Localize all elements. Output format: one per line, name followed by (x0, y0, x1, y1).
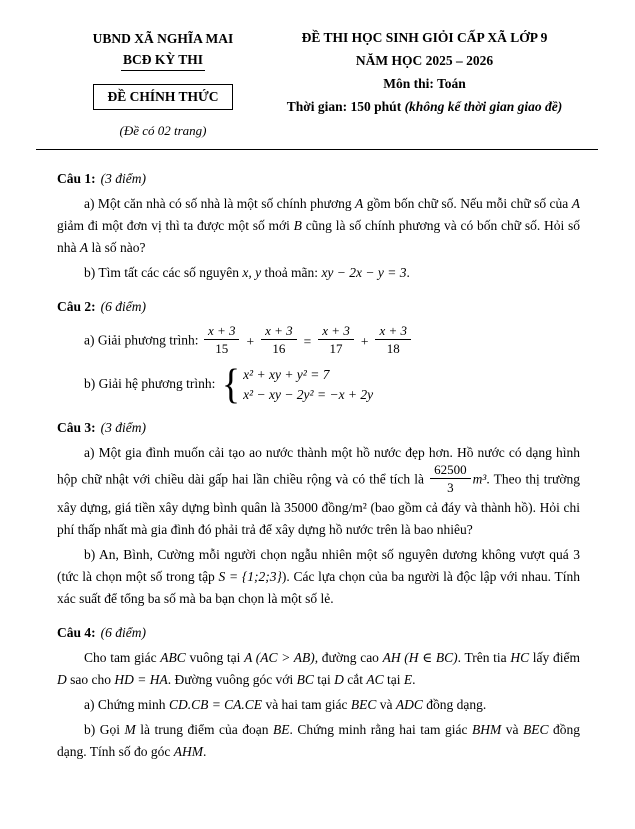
system-equation-1: x² + xy + y² = 7 (243, 367, 330, 382)
question-label: Câu 1: (57, 171, 96, 186)
duration-note: (không kể thời gian giao đề) (404, 99, 563, 114)
text-run: a) Giải phương trình: (84, 332, 202, 348)
fraction (318, 323, 354, 356)
text-run: Cho tam giác (84, 650, 161, 665)
text-run: . Trên tia (457, 650, 511, 665)
math-inline: x, y (242, 265, 262, 280)
header-right-column (269, 26, 580, 118)
question-4-heading (57, 622, 580, 644)
math-inline: B (293, 218, 302, 233)
exam-title: ĐỀ THI HỌC SINH GIỎI CẤP XÃ LỚP 9 (301, 30, 548, 45)
text-run: cắt (343, 672, 367, 687)
text-run: b) An, Bình, Cường mỗi người chọn ngẫu nhiên một số nguyên dương không vượt quá 3 (tức là chọn một số trong tập (57, 547, 580, 584)
equation-system (221, 361, 374, 409)
text-run: là số nào? (88, 240, 146, 255)
math-inline: AC (366, 672, 384, 687)
math-inline: CD.CB = CA.CE (168, 697, 263, 712)
question-points: (6 điểm) (100, 625, 146, 640)
text-run: lấy điểm (529, 650, 580, 665)
text-run: tại (313, 672, 335, 687)
math-inline: HC (510, 650, 530, 665)
fraction-numerator: x + 3 (375, 323, 411, 340)
math-inline: A (355, 196, 364, 211)
equals-operator: = (303, 333, 312, 349)
text-run: a) Một căn nhà có số nhà là một số chính phương (84, 196, 356, 211)
question-points: (3 điểm) (100, 171, 146, 186)
math-inline: A (571, 196, 580, 211)
text-run: cũng là số chính phương và có bốn chữ số. Hỏi số nhà (57, 218, 580, 255)
text-run: vuông tại (185, 650, 245, 665)
question-3-part-b (57, 544, 580, 610)
math-inline: D (334, 672, 344, 687)
question-2-part-b (57, 361, 580, 409)
subject-line: Môn thi: Toán (383, 76, 466, 91)
exam-committee: BCĐ KỲ THI (121, 51, 205, 71)
exam-body (57, 168, 580, 763)
text-run: là trung điểm của đoạn (135, 722, 274, 737)
math-inline: BEC (350, 697, 377, 712)
math-inline: BEC (523, 722, 549, 737)
text-run: a) Một gia đình muốn cải tạo ao nước thành một hồ nước đẹp hơn. Hồ nước có dạng hình hộp chữ nhật với chiều dài gấp hai lần chiều rộng và có thể tích là (57, 445, 580, 487)
math-inline: xy − 2x − y = 3 (321, 265, 407, 280)
text-run: tại (383, 672, 404, 687)
question-2-part-a (57, 325, 580, 358)
fraction-denominator: 18 (386, 341, 400, 356)
math-inline: A (AC > AB) (244, 650, 315, 665)
question-1-heading (57, 168, 580, 190)
math-inline: HD = HA (114, 672, 168, 687)
system-equation-2: x² − xy − 2y² = −x + 2y (243, 387, 374, 402)
system-equations (243, 365, 373, 405)
text-run: thoả mãn: (261, 265, 322, 280)
fraction-numerator: 62500 (430, 462, 471, 479)
question-label: Câu 4: (57, 625, 96, 640)
question-3-heading (57, 417, 580, 439)
fraction-numerator: x + 3 (204, 323, 240, 340)
text-run: sao cho (66, 672, 115, 687)
system-brace: { (221, 361, 241, 409)
plus-operator: + (246, 333, 255, 349)
math-inline: BE (273, 722, 290, 737)
math-inline: BC (296, 672, 314, 687)
text-run: . (406, 265, 410, 280)
text-run: gồm bốn chữ số. Nếu mỗi chữ số của (363, 196, 572, 211)
fraction-numerator: x + 3 (261, 323, 297, 340)
page-count-note: (Đề có 02 trang) (119, 123, 207, 138)
text-run: b) Gọi (84, 722, 125, 737)
text-run: . Chứng minh rằng hai tam giác (289, 722, 472, 737)
fraction (430, 462, 471, 495)
question-1-part-b (57, 262, 580, 284)
math-inline: ADC (395, 697, 423, 712)
volume-unit: m³ (472, 471, 487, 487)
fraction-denominator: 17 (329, 341, 343, 356)
header-left-column (57, 26, 269, 139)
question-4-intro (57, 647, 580, 691)
question-4-part-b (57, 719, 580, 763)
text-run: và (376, 697, 396, 712)
math-inline: A (79, 240, 89, 255)
question-points: (6 điểm) (100, 299, 146, 314)
math-inline: AHM (173, 744, 203, 759)
fraction-denominator: 15 (215, 341, 229, 356)
text-run: . Đường vuông góc với (167, 672, 297, 687)
question-3-part-a (57, 442, 580, 541)
exam-committee-wrap (57, 51, 269, 71)
header-divider (36, 149, 598, 150)
text-run: , đường cao (314, 650, 383, 665)
text-run: ). Các lựa chọn của ba người là độc lập với nhau. Tính xác suất để tổng ba số mà ba bạn chọn là một số lẻ. (57, 569, 580, 606)
question-points: (3 điểm) (100, 420, 146, 435)
official-exam-label: ĐỀ CHÍNH THỨC (93, 84, 232, 110)
text-run: giảm đi một đơn vị thì ta được một số mới (57, 218, 294, 233)
math-inline: AH (H ∈ BC) (382, 650, 458, 665)
exam-header (57, 26, 580, 139)
text-run: . (412, 672, 416, 687)
question-2-heading (57, 296, 580, 318)
question-1-part-a (57, 193, 580, 259)
duration-line (269, 95, 580, 118)
question-4-part-a (57, 694, 580, 716)
text-run: . Theo thị trường xây dựng, giá tiền xây dựng bình quân là 35000 đồng/m² (bao gồm cả đáy và thành hồ). Hỏi chi phí thấp nhất mà gia đình đó phải trả để xây dựng hồ nước trên là bao nhiêu? (57, 471, 581, 537)
math-inline: S = {1;2;3} (218, 569, 282, 584)
text-run: và hai tam giác (262, 697, 351, 712)
math-inline: M (124, 722, 136, 737)
question-label: Câu 3: (57, 420, 96, 435)
math-inline: D (57, 672, 67, 687)
fraction-numerator: x + 3 (318, 323, 354, 340)
duration-text: Thời gian: 150 phút (286, 99, 405, 114)
fraction-denominator: 3 (447, 480, 454, 495)
fraction (261, 323, 297, 356)
plus-operator: + (360, 333, 369, 349)
math-inline: E (403, 672, 413, 687)
school-year: NĂM HỌC 2025 – 2026 (355, 53, 494, 68)
fraction-denominator: 16 (272, 341, 286, 356)
text-run: và (501, 722, 523, 737)
issuing-authority: UBND XÃ NGHĨA MAI (92, 31, 234, 46)
question-label: Câu 2: (57, 299, 96, 314)
math-inline: ABC (160, 650, 186, 665)
fraction (204, 323, 240, 356)
text-run: b) Tìm tất các các số nguyên (84, 265, 243, 280)
text-run: đồng dạng. Tính số đo góc (57, 722, 581, 759)
text-run: b) Giải hệ phương trình: (84, 376, 219, 392)
math-inline: BHM (471, 722, 502, 737)
text-run: a) Chứng minh (84, 697, 169, 712)
fraction (375, 323, 411, 356)
text-run: đồng dạng. (422, 697, 487, 712)
text-run: . (203, 744, 207, 759)
